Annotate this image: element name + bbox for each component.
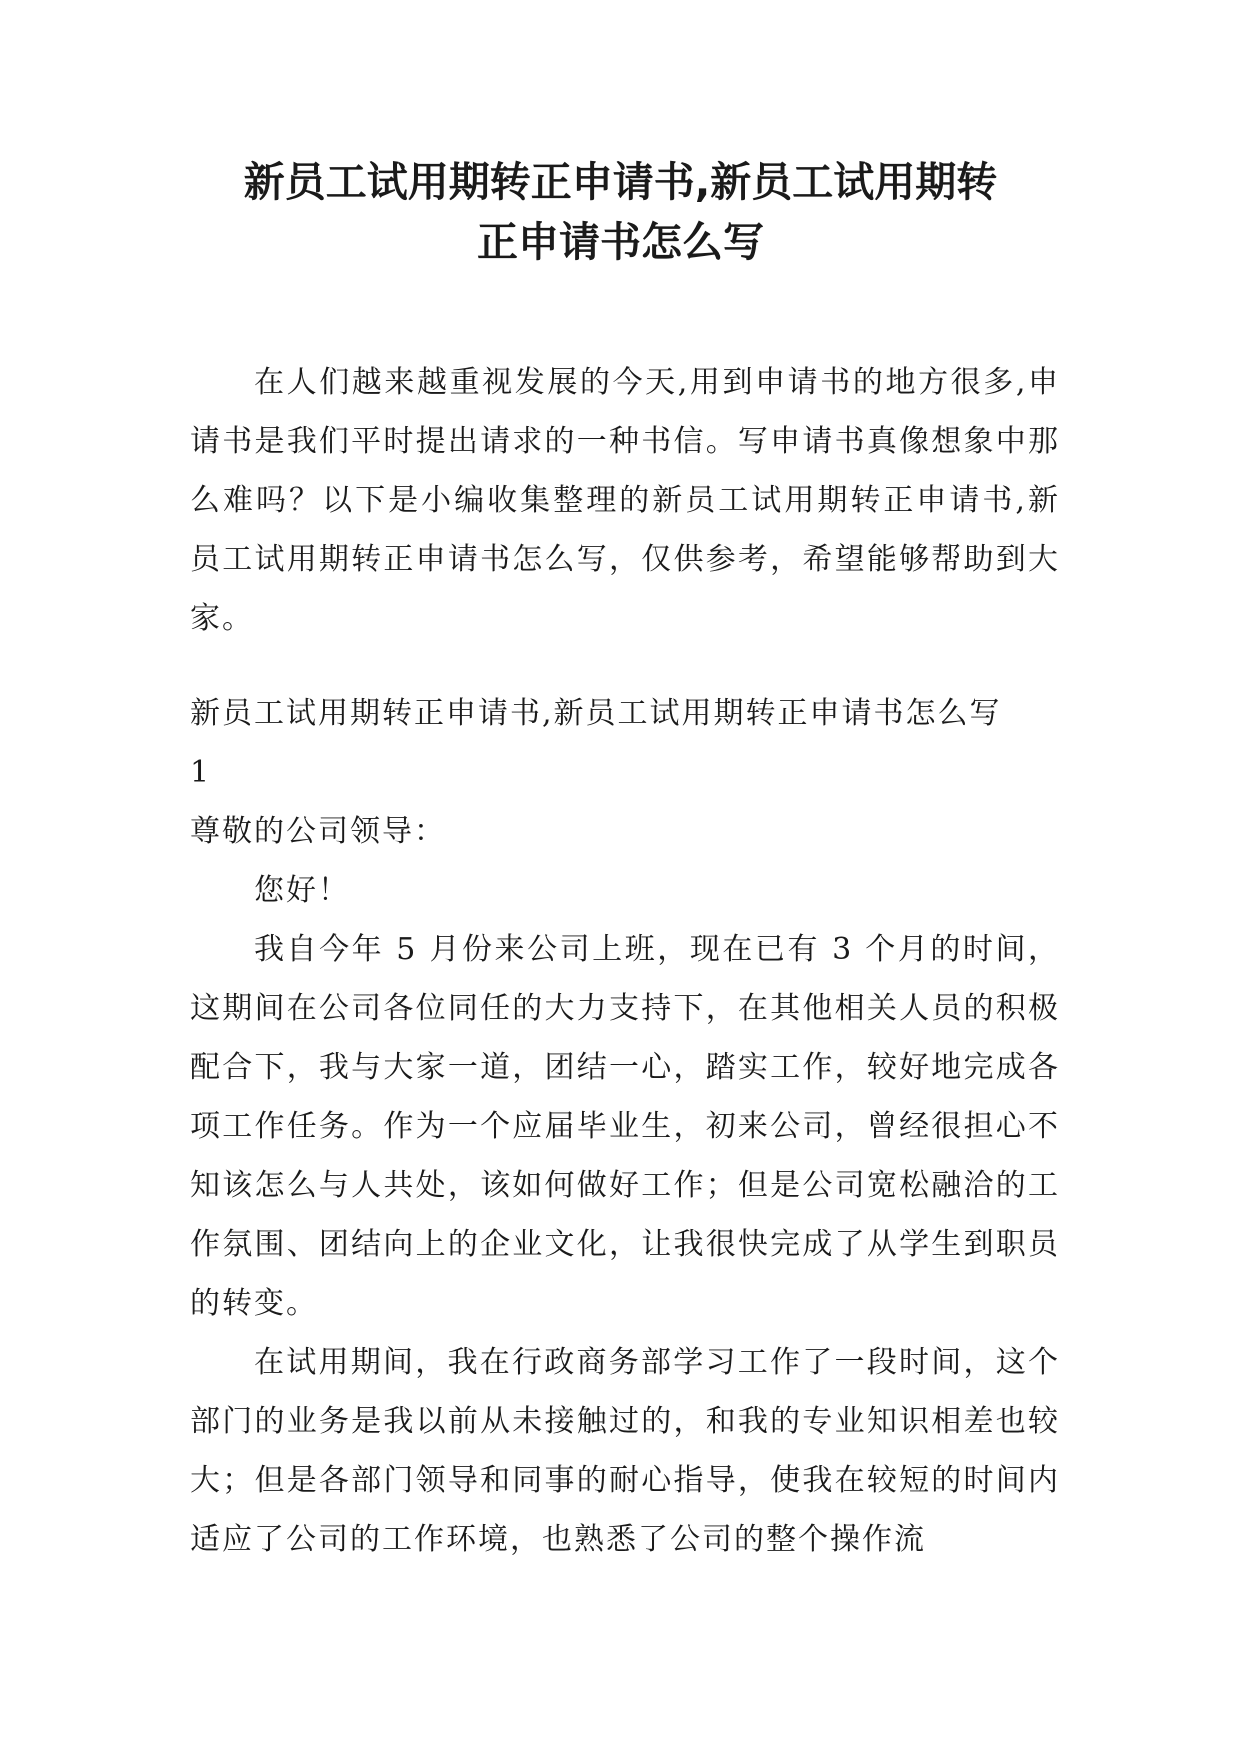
salutation: 尊敬的公司领导： xyxy=(190,814,446,849)
section-number: 1 xyxy=(190,755,212,790)
greeting: 您好！ xyxy=(254,873,350,908)
intro-paragraph: 在人们越来越重视发展的今天,用到申请书的地方很多,申请书是我们平时提出请求的一种书信。写申请书真像想象中那么难吗？以下是小编收集整理的新员工试用期转正申请书,新员工试用期转正申请书怎么写，仅供参考，希望能够帮助到大家。 xyxy=(190,365,1060,636)
letter-section xyxy=(190,684,1060,1569)
section-heading: 新员工试用期转正申请书,新员工试用期转正申请书怎么写 xyxy=(190,696,1002,731)
body-paragraph: 我自今年 5 月份来公司上班，现在已有 3 个月的时间，这期间在公司各位同任的大力支持下，在其他相关人员的积极配合下，我与大家一道，团结一心，踏实工作，较好地完成各项工作任务。作为一个应届毕业生，初来公司，曾经很担心不知该怎么与人共处，该如何做好工作；但是公司宽松融洽的工作氛围、团结向上的企业文化，让我很快完成了从学生到职员的转变。 xyxy=(190,932,1060,1321)
document-title xyxy=(150,152,1091,272)
body-paragraph: 在试用期间，我在行政商务部学习工作了一段时间，这个部门的业务是我以前从未接触过的，和我的专业知识相差也较大；但是各部门领导和同事的耐心指导，使我在较短的时间内适应了公司的工作环境，也熟悉了公司的整个操作流 xyxy=(190,1345,1060,1557)
intro-section xyxy=(190,353,1060,648)
title-line-2: 正申请书怎么写 xyxy=(477,218,764,266)
title-line-1: 新员工试用期转正申请书,新员工试用期转 xyxy=(243,158,998,206)
